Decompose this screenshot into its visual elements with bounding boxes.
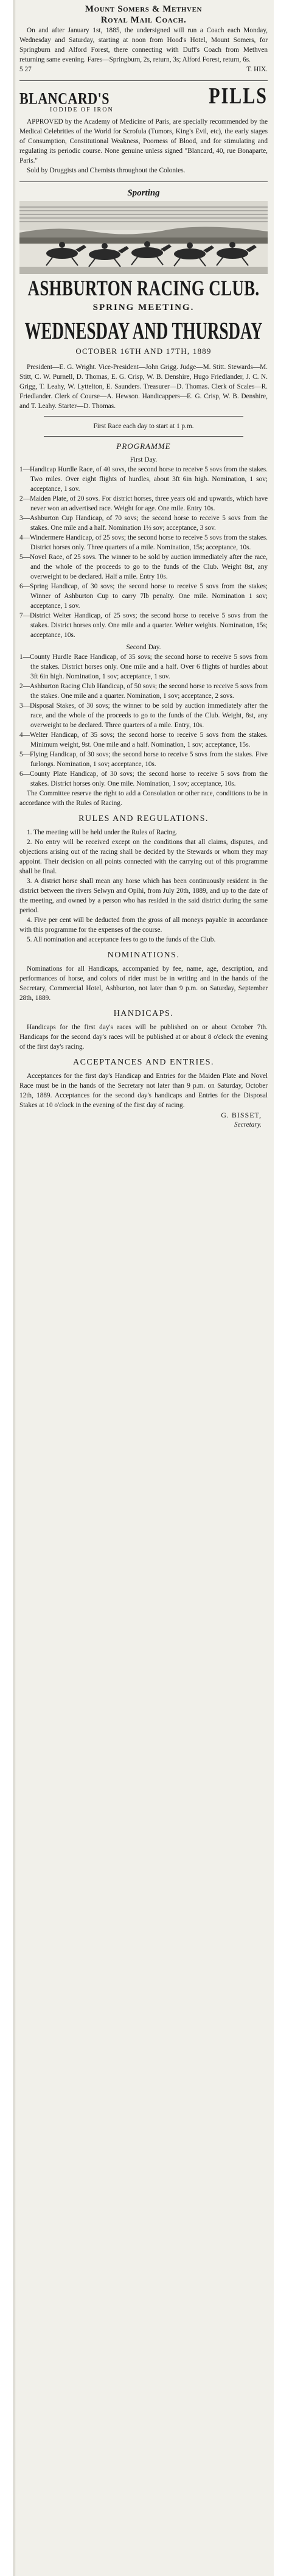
rules-heading: RULES AND REGULATIONS.	[78, 814, 209, 823]
acceptances-body: Acceptances for the first day's Handicap and Entries for the Maiden Plate and Novel Race must be in the hands of the Secretary not later than 9 p.m. on Saturday, October 12th, 1889. Acceptances for the second day's handicaps and Entries for the Disposal Stakes at 10 o'clock in the evening of the first day of racing.	[19, 1072, 268, 1109]
racing-club-advertisement	[19, 275, 268, 1130]
first-day-races	[19, 465, 268, 640]
pills-advertisement	[19, 83, 268, 175]
race-entry: 2—Maiden Plate, of 20 sovs. For district horses, three years old and upwards, which have never won an advertised race. Weight for age. One mile. Entry 10s.	[19, 495, 268, 512]
pills-ad-product: PILLS	[209, 83, 268, 108]
coach-ad-title-line2: Royal Mail Coach.	[100, 15, 187, 25]
race-entry: 3—Ashburton Cup Handicap, of 70 sovs; the second horse to receive 5 sovs from the stakes. One mile and a half. Nomination 1½ sov; acceptance, 3 sov.	[19, 515, 268, 532]
club-name: ASHBURTON RACING CLUB.	[27, 275, 260, 301]
newspaper-column	[13, 0, 274, 2576]
race-entry: 2—Ashburton Racing Club Handicap, of 50 sovs; the second horse to receive 5 sovs from the stakes. One mile and a quarter. Nomination, 1 sov; acceptance, 2 sovs.	[19, 683, 268, 700]
race-entry: 4—Windermere Handicap, of 25 sovs; the second horse to receive 5 sovs from the stakes. District horses only. Three quarters of a mile. Nomination, 15s; acceptance, 10s.	[19, 534, 268, 551]
race-entry: 4—Welter Handicap, of 35 sovs; the second horse to receive 5 sovs from the stakes. Minimum weight, 9st. One mile and a half. Nomination, 1 sov; acceptance, 15s.	[19, 731, 268, 748]
race-entry: 7—District Welter Handicap, of 25 sovs; the second horse to receive 5 sovs from the stakes. District horses only. One mile and a quarter. Welter weights. Nomination, 15s; acceptance, 10s.	[19, 612, 268, 639]
second-day-heading: Second Day.	[126, 644, 161, 651]
programme-heading: PROGRAMME	[116, 442, 171, 451]
secretary-name: G. BISSET,	[221, 1111, 262, 1119]
first-day-heading: First Day.	[130, 456, 158, 463]
coach-advertisement	[19, 4, 268, 74]
pills-ad-brand: BLANCARD'S	[19, 89, 110, 108]
secretary-title: Secretary.	[234, 1121, 262, 1128]
divider	[44, 436, 243, 437]
page-edge-shadow	[13, 0, 16, 2576]
race-entry: 5—Flying Handicap, of 30 sovs; the second horse to receive 5 sovs from the stakes. Five furlongs. Nomination, 1 sov; acceptance, 10s.	[19, 751, 268, 768]
race-entry: 1—Handicap Hurdle Race, of 40 sovs, the second horse to receive 5 sovs from the stakes. Two miles. Over eight flights of hurdles, about 3ft 6in high. Nomination, 1 sov; acceptance, 1 sov.	[19, 466, 268, 493]
pills-ad-subtitle: IODIDE OF IRON	[50, 107, 114, 113]
coach-ad-reference: 5 27	[19, 66, 32, 73]
race-entry: 6—Spring Handicap, of 30 sovs; the second horse to receive 5 sovs from the stakes; Winner of Ashburton Cup to carry 7lb penalty. One mile. Nomination 1 sov; acceptance, 1 sov.	[19, 583, 268, 610]
rule-item: 1. The meeting will be held under the Rules of Racing.	[27, 829, 178, 836]
pills-ad-footer: Sold by Druggists and Chemists throughout the Colonies.	[27, 167, 186, 174]
nominations-body: Nominations for all Handicaps, accompanied by fee, name, age, description, and performances of horse, and colors of rider must be in writing and in the hands of the Secretary, Commercial Hotel, Ashburton, not later than 9 p.m. on Saturday, September 28th, 1889.	[19, 965, 268, 1002]
pills-ad-header	[19, 83, 268, 108]
club-officials: President—E. G. Wright. Vice-President—John Grigg. Judge—M. Stitt. Stewards—M. Stitt, C. W. Purnell, D. Thomas, E. G. Crisp, W. B. Denshire, Hugo Friedlander, J. C. N. Grigg, T. Leahy, W. Lyttelton, E. Saunders. Treasurer—D. Thomas. Clerk of Scales—R. Friedlander. Clerk of Course—A. Hewson. Handicappers—E. G. Crisp, W. B. Denshire, and T. Leahy. Starter—D. Thomas.	[19, 364, 268, 410]
divider	[19, 80, 268, 81]
rule-item: 2. No entry will be received except on the conditions that all claims, disputes, and objections arising out of the racing shall be decided by the Stewards or whom they may appoint. Their decision on all points connected with the carrying out of this programme shall be final.	[19, 839, 268, 875]
race-entry: 5—Novel Race, of 25 sovs. The winner to be sold by auction immediately after the race, and the whole of the proceeds to go to the funds of the Club. Weight 8st, any overweight to be declared. Half a mile. Entry 10s.	[19, 554, 268, 580]
meeting-title: SPRING MEETING.	[92, 303, 195, 312]
pills-ad-body: APPROVED by the Academy of Medicine of Paris, are specially recommended by the Medical Celebrities of the World for Scrofula (Tumors, King's Evil, etc), the early stages of Consumption, Constitutional Weakness, Poorness of Blood, and for stimulating and regulating its periodic course. None genuine unless signed "Blancard, 40, rue Bonaparte, Paris."	[19, 118, 268, 164]
acceptances-heading: ACCEPTANCES AND ENTRIES.	[72, 1058, 215, 1067]
rule-item: 3. A district horse shall mean any horse which has been continuously resident in the district between the rivers Selwyn and Opihi, from July 20th, 1889, and up to the date of the meeting, and owned by a person who has resided in the said district during the same period.	[19, 878, 268, 914]
sporting-heading: Sporting	[127, 188, 160, 198]
coach-ad-proprietor: T. HIX.	[246, 66, 268, 73]
race-entry: 1—County Hurdle Race Handicap, of 35 sovs; the second horse to receive 5 sovs from the stakes. District horses only. One mile and a half. Over 6 flights of hurdles about 3ft 6in high. Nomination, 1 sov; acceptance, 1 sov.	[19, 653, 268, 680]
rule-item: 5. All nomination and acceptance fees to go to the funds of the Club.	[27, 936, 216, 943]
second-day-races	[19, 652, 268, 789]
divider	[44, 416, 243, 417]
divider	[19, 181, 268, 182]
coach-ad-title-line1: Mount Somers & Methven	[85, 4, 203, 14]
meeting-dates: OCTOBER 16TH AND 17TH, 1889	[75, 347, 212, 356]
coach-ad-signature	[19, 65, 268, 74]
nominations-heading: NOMINATIONS.	[107, 951, 180, 960]
horse-racing-illustration	[19, 201, 268, 274]
rules-list	[19, 828, 268, 945]
first-race-time: First Race each day to start at 1 p.m.	[93, 423, 194, 430]
rule-item: 4. Five per cent will be deducted from the gross of all moneys payable in accordance with this programme for the expenses of the course.	[19, 917, 268, 934]
meeting-days: WEDNESDAY AND THURSDAY	[24, 317, 263, 345]
race-entry: 6—County Plate Handicap, of 30 sovs; the second horse to receive 5 sovs from the stakes. District horses only. One mile. Nomination, 1 sov; acceptance, 10s.	[19, 770, 268, 787]
committee-note: The Committee reserve the right to add a Consolation or other race, conditions to be in accordance with the Rules of Racing.	[19, 790, 268, 807]
coach-ad-body: On and after January 1st, 1885, the undersigned will run a Coach each Monday, Wednesday and Saturday, starting at noon from Hood's Hotel, Mount Somers, for Springburn and Alford Forest, there connecting with Duff's Coach from Methven returning same evening. Fares—Springburn, 2s, return, 3s; Alford Forest, return, 6s.	[19, 27, 268, 63]
handicaps-body: Handicaps for the first day's races will be published on or about October 7th. Handicaps for the second day's races will be published at or about 8 o'clock the evening of the first day's racing.	[19, 1024, 268, 1050]
race-entry: 3—Disposal Stakes, of 30 sovs; the winner to be sold by auction immediately after the race, and the whole of the proceeds to go to the funds of the Club. Weight, 8st, any overweight to be declared. Three quarters of a mile. Entry, 10s.	[19, 702, 268, 729]
secretary-signature	[19, 1110, 268, 1130]
handicaps-heading: HANDICAPS.	[113, 1009, 174, 1018]
